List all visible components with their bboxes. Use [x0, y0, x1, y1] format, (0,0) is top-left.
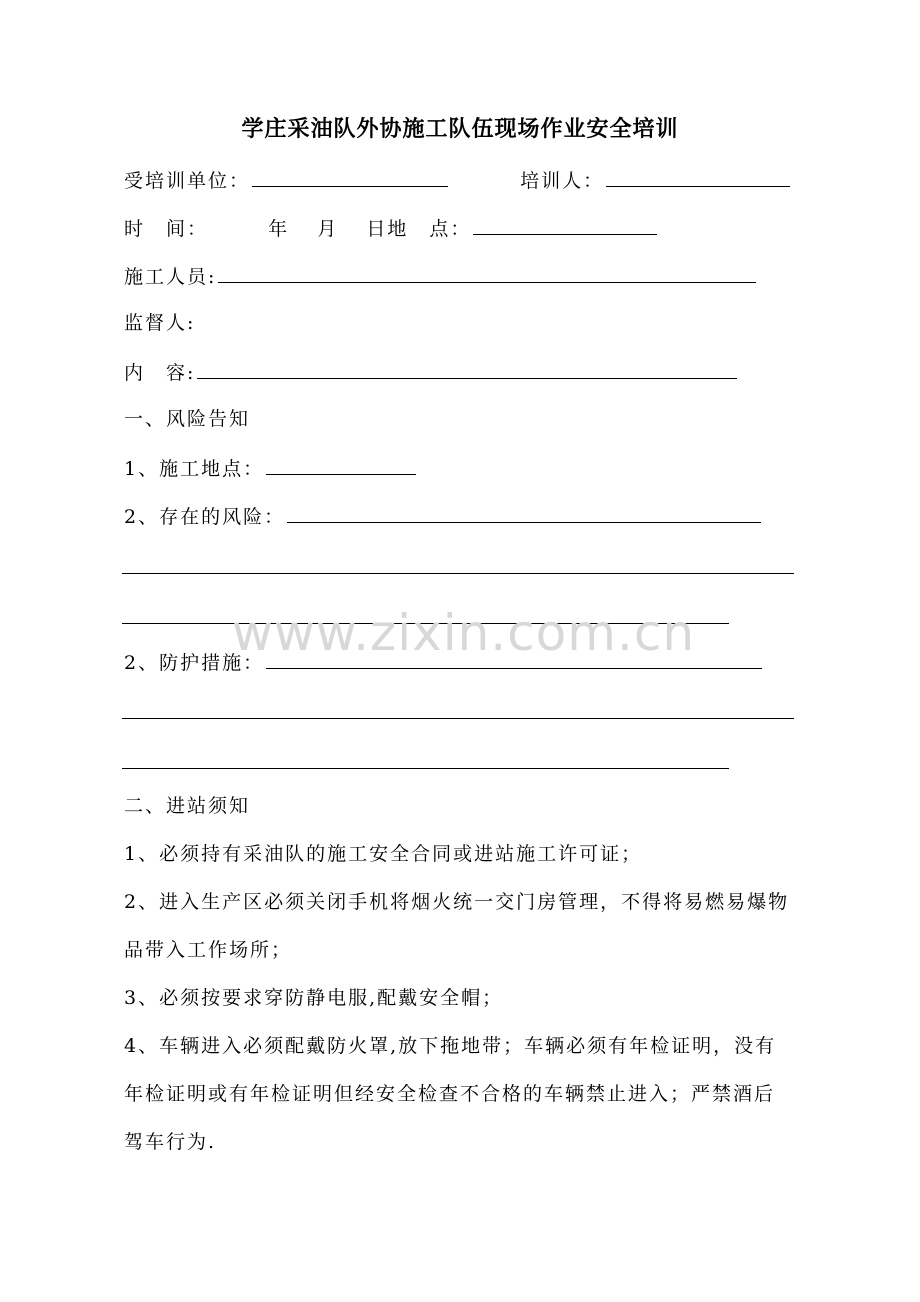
risk-rule-1[interactable] [122, 573, 794, 574]
unit-row [124, 166, 790, 194]
risk-row [124, 502, 761, 530]
place-label: 地 点： [387, 218, 472, 240]
site-blank[interactable] [266, 454, 416, 475]
workers-blank[interactable] [218, 262, 756, 283]
site-label: 1、施工地点： [124, 458, 265, 480]
date-year: 年 [268, 218, 290, 240]
workers-label: 施工人员: [124, 266, 217, 288]
document-title: 学庄采油队外协施工队伍现场作业安全培训 [241, 116, 679, 142]
unit-label: 受培训单位： [124, 170, 251, 192]
unit-blank[interactable] [252, 166, 448, 187]
notice-item-3: 3、必须按要求穿防静电服,配戴安全帽； [124, 987, 504, 1009]
notice-item-1: 1、必须持有采油队的施工安全合同或进站施工许可证； [124, 843, 643, 865]
content-label: 内 容: [124, 362, 196, 384]
section2-heading: 二、进站须知 [124, 795, 251, 817]
time-label: 时 间： [124, 218, 209, 240]
content-row [124, 358, 737, 386]
supervisor-row [124, 310, 195, 336]
notice-item-2: 2、进入生产区必须关闭手机将烟火统一交门房管理，不得将易燃易爆物 [124, 891, 790, 913]
risk-label: 2、存在的风险： [124, 506, 286, 528]
watermark: www.zixin.com.cn [232, 604, 696, 662]
place-blank[interactable] [473, 214, 657, 235]
notice-item-4-end: 驾车行为. [124, 1131, 217, 1153]
protect-label: 2、防护措施： [124, 652, 265, 674]
content-blank[interactable] [197, 358, 737, 379]
supervisor-label: 监督人: [124, 312, 196, 334]
protect-rule-2[interactable] [122, 768, 729, 769]
notice-item-2-cont: 品带入工作场所； [124, 939, 293, 961]
protect-rule-1[interactable] [122, 718, 794, 719]
workers-row [124, 262, 756, 290]
trainer-blank[interactable] [606, 166, 790, 187]
date-month: 月 [317, 218, 339, 240]
risk-blank[interactable] [287, 502, 761, 523]
notice-item-4-cont: 年检证明或有年检证明但经安全检查不合格的车辆禁止进入；严禁酒后 [124, 1083, 776, 1105]
section1-heading: 一、风险告知 [124, 408, 251, 430]
site-row [124, 454, 416, 482]
date-day: 日 [366, 218, 388, 240]
time-row [124, 214, 657, 242]
notice-item-4: 4、车辆进入必须配戴防火罩,放下拖地带；车辆必须有年检证明，没有 [124, 1035, 777, 1057]
trainer-label: 培训人： [520, 170, 605, 192]
